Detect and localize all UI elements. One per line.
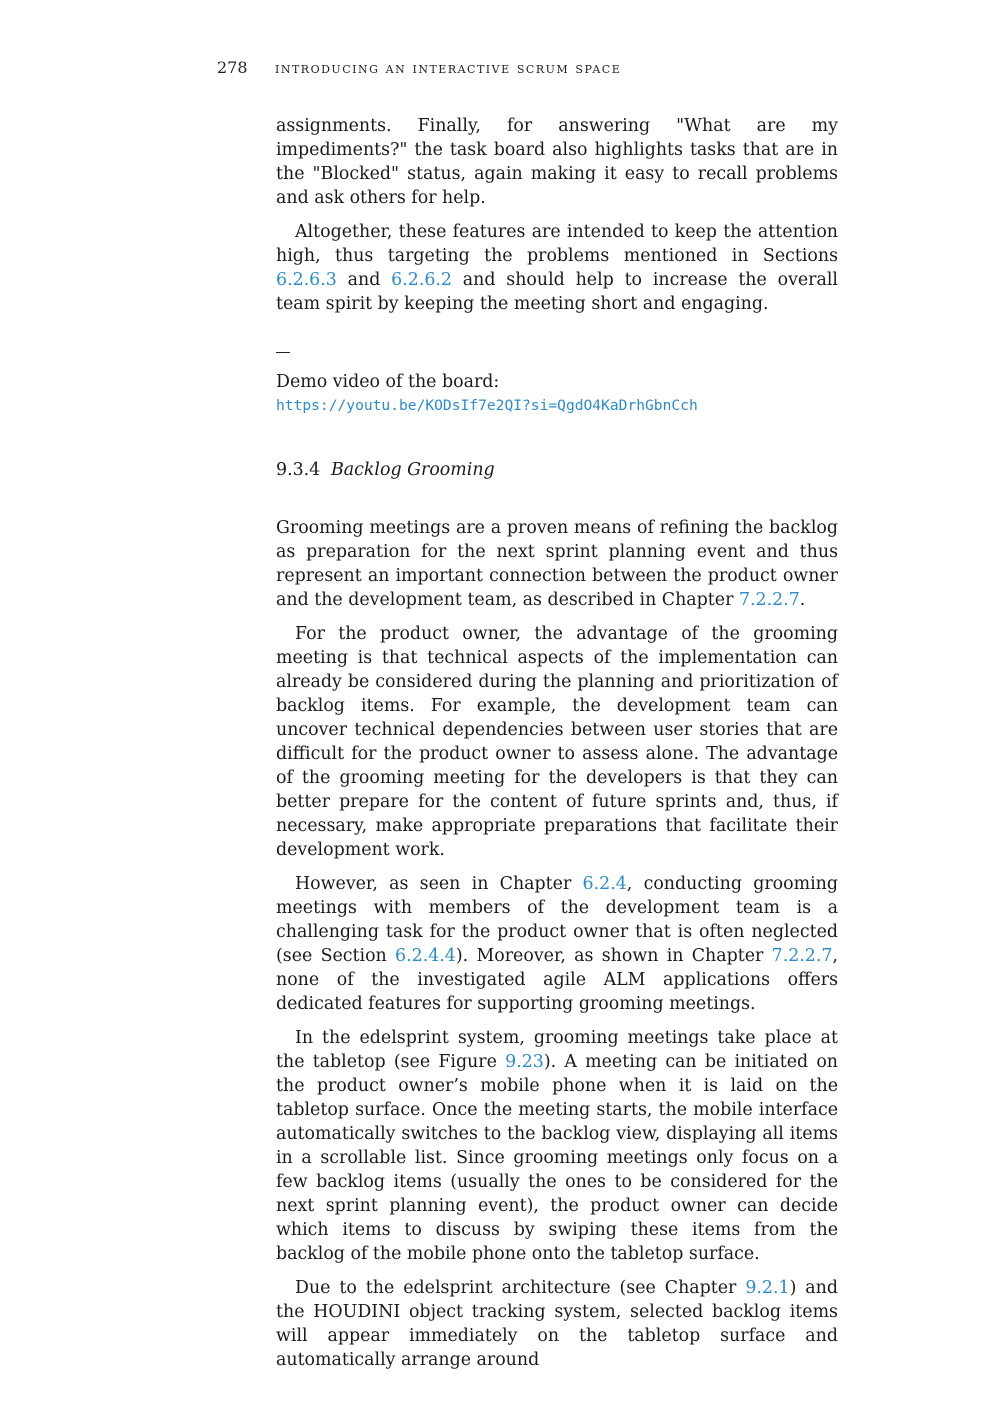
page-body (276, 114, 838, 1382)
paragraph-assignments: assignments. Finally, for answering "What are my impediments?" the task board also highlights tasks that are in the "Blocked" status, again making it easy to recall problems and ask others for help. (276, 116, 838, 208)
figure-link[interactable]: 9.23 (505, 1052, 544, 1072)
paragraph-altogether: Altogether, these features are intended to keep the attention high, thus targeting the problems mentioned in Sections 6.2.6.3 and 6.2.6.2 and should help to increase the overall team spirit by keeping the meeting short and engaging. (276, 222, 838, 314)
section-link[interactable]: 6.2.4.4 (395, 946, 456, 966)
paragraph-edelsprint-system: In the edelsprint system, grooming meetings take place at the tabletop (see Figure 9.23). A meeting can be initiated on the product owner’s mobile phone when it is laid on the tabletop surface. Once the meeting starts, the mobile interface automatically switches to the backlog view, displaying all items in a scrollable list. Since grooming meetings only focus on a few backlog items (usually the ones to be considered for the next sprint planning event), the product owner can decide which items to discuss by swiping these items from the backlog of the mobile phone onto the tabletop surface. (276, 1028, 839, 1264)
demo-video-url[interactable]: https://youtu.be/KODsIf7e2QI?si=QgdO4KaDrhGbnCch (276, 397, 698, 414)
section-title: Backlog Grooming (331, 460, 495, 480)
section-number: 9.3.4 (276, 460, 321, 480)
section-link[interactable]: 6.2.6.3 (276, 270, 337, 290)
chapter-link[interactable]: 6.2.4 (582, 874, 627, 894)
paragraph-product-owner: For the product owner, the advantage of the grooming meeting is that technical aspects of the implementation can already be considered during the planning and prioritization of backlog items. For example, the development team can uncover technical dependencies between user stories that are difficult for the product owner to assess alone. The advantage of the grooming meeting for the developers is that they can better prepare for the content of future sprints and, thus, if necessary, make appropriate preparations that facilitate their development work. (276, 624, 838, 860)
chapter-link[interactable]: 7.2.2.7 (738, 590, 800, 610)
chapter-link[interactable]: 7.2.2.7 (771, 946, 833, 966)
paragraph-architecture: Due to the edelsprint architecture (see Chapter 9.2.1) and the HOUDINI object tracking system, selected backlog items will appear immediately on the tabletop surface and automatically arrange around (276, 1278, 838, 1370)
section-heading (276, 458, 838, 482)
page-number: 278 (217, 58, 248, 77)
separator-dash (276, 340, 838, 360)
section-link[interactable]: 6.2.6.2 (391, 270, 452, 290)
running-title: introducing an interactive scrum space (275, 59, 622, 77)
demo-video-label: Demo video of the board: (276, 372, 500, 392)
demo-video-note (276, 370, 838, 418)
paragraph-grooming-intro: Grooming meetings are a proven means of refining the backlog as preparation for the next sprint planning event and thus represent an important connection between the product owner and the development team, as described in Chapter 7.2.2.7. (276, 518, 838, 610)
page-header (217, 58, 621, 77)
chapter-link[interactable]: 9.2.1 (745, 1278, 790, 1298)
paragraph-however: However, as seen in Chapter 6.2.4, conducting grooming meetings with members of the development team is a challenging task for the product owner that is often neglected (see Section 6.2.4.4). Moreover, as shown in Chapter 7.2.2.7, none of the investigated agile ALM applications offers dedicated features for supporting grooming meetings. (276, 874, 838, 1014)
